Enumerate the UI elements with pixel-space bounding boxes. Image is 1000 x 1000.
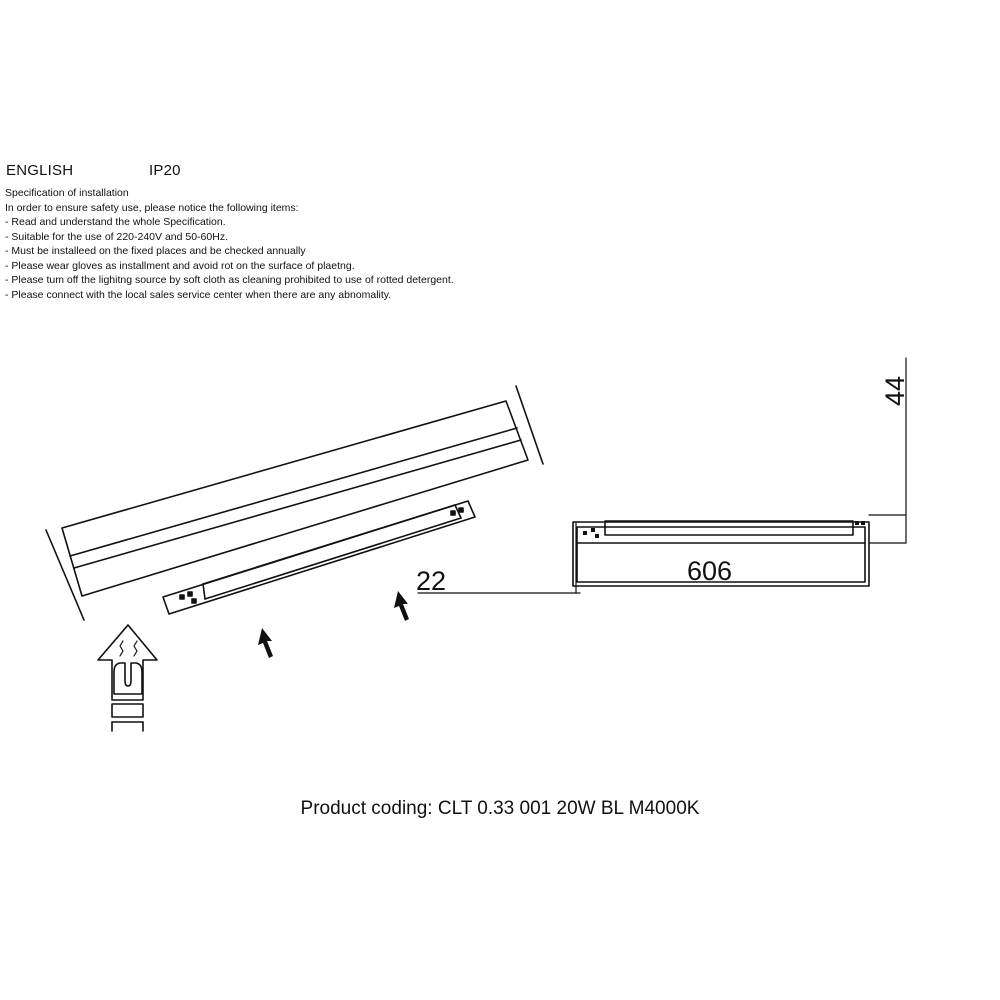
connector-pin [459, 508, 463, 512]
length-dimension-label: 606 [687, 556, 733, 586]
wall-line-right [516, 386, 543, 464]
connector-pin [192, 599, 196, 603]
up-arrow-icon [394, 591, 409, 621]
wall-line-left [46, 530, 84, 620]
dimension-lines [418, 358, 906, 593]
rail-body [62, 401, 528, 596]
up-arrow-icon [258, 591, 409, 658]
rail-groove-top [70, 428, 517, 556]
field-wave [120, 641, 123, 656]
offset-dimension-label: 22 [416, 566, 447, 596]
connector-pin [591, 528, 595, 532]
spec-item: - Please tum off the lighitng source by soft cloth as cleaning prohibited to use of rotted detergent. [5, 273, 705, 288]
magnet-shape [114, 663, 142, 694]
spec-item: - Suitable for the use of 220-240V and 50-60Hz. [5, 230, 705, 245]
spec-item: - Please wear gloves as installment and avoid rot on the surface of plaetng. [5, 259, 705, 274]
spec-intro: In order to ensure safety use, please notice the following items: [5, 201, 299, 214]
outline-arrow [98, 625, 157, 700]
fixture-lens [605, 521, 853, 535]
language-label: ENGLISH [6, 162, 74, 179]
spec-title: Specification of installation [5, 187, 129, 199]
connector-pin [180, 595, 184, 599]
connector-pin [583, 531, 587, 535]
height-dimension-label: 44 [880, 375, 910, 406]
spec-item: - Please connect with the local sales service center when there are any abnomality. [5, 288, 705, 303]
product-coding: Product coding: CLT 0.33 001 20W BL M4000K [300, 798, 700, 819]
magnet-icon [98, 625, 157, 731]
rail-groove-bottom [74, 440, 521, 568]
spec-item: - Must be installeed on the fixed places and be checked annually [5, 244, 705, 259]
spec-item: - Read and understand the whole Specification. [5, 215, 705, 230]
fixture-inner-end [203, 584, 205, 599]
up-arrow-icon [258, 628, 273, 658]
connector-pin [855, 521, 859, 525]
connector-pin [595, 534, 599, 538]
connector-pin [451, 511, 455, 515]
magnet-block [112, 704, 143, 717]
ip-rating-label: IP20 [149, 162, 181, 179]
connector-pin [861, 521, 865, 525]
field-wave [134, 641, 137, 656]
connector-pin [188, 592, 192, 596]
